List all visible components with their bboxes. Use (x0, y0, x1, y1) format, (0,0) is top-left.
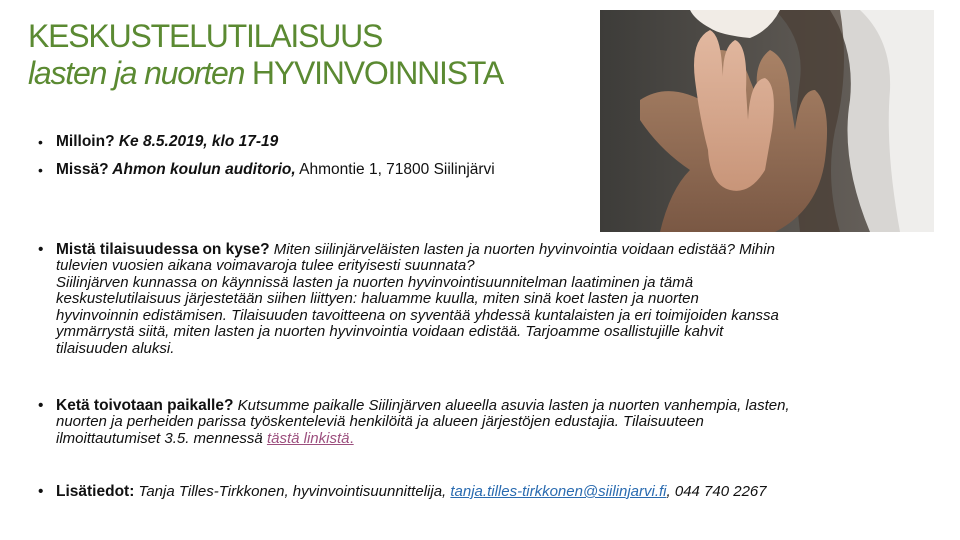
when-item (38, 132, 938, 152)
hands-photo-illustration (600, 10, 934, 232)
event-info-list (38, 132, 938, 188)
about-section (38, 241, 938, 357)
registration-link[interactable]: tästä linkistä (266, 429, 350, 447)
who-section (38, 397, 938, 447)
contact-person: Tanja Tilles-Tirkkonen, hyvinvointisuunnittelija, (134, 483, 451, 500)
title-rest-part: HYVINVOINNISTA (244, 55, 504, 91)
bullet-icon: • (38, 397, 44, 414)
about-text-4: ymmärrystä siitä, miten lasten ja nuorten hyvinvointia voidaan edistää. Tarjoamme osallistujille kahvit (56, 323, 724, 340)
who-line-1: Kutsumme paikalle Siilinjärven alueella asuvia lasten ja nuorten vanhempia, lasten, (233, 397, 790, 414)
about-body (38, 258, 938, 357)
about-text-1: Siilinjärven kunnassa on käynnissä lasten ja nuorten hyvinvointisuunnitelman laatiminen ja tämä (56, 273, 694, 291)
about-text-2: keskustelutilaisuus järjestetään siihen liittyen: haluamme kuulla, miten sinä koet lasten ja nuorten (56, 290, 699, 307)
title-line-1: KESKUSTELUTILAISUUS (28, 18, 383, 54)
contact-phone: , 044 740 2267 (666, 483, 767, 500)
who-line-2: nuorten ja perheiden parissa työskenteleviä henkilöitä ja alueen järjestöjen edustajia. Tilaisuuteen (56, 413, 704, 430)
who-line-3 (56, 431, 938, 448)
about-question-2: tulevien vuosien aikana voimavaroja tulee erityisesti suunnata? (56, 257, 475, 274)
who-body (38, 414, 938, 447)
bullet-icon: • (38, 162, 43, 178)
bullet-icon: • (38, 134, 43, 150)
more-info-label: Lisätiedot: (56, 483, 135, 500)
about-heading (38, 241, 938, 258)
who-label: Ketä toivotaan paikalle? (56, 397, 234, 414)
bullet-icon: • (38, 483, 44, 500)
title-line-2 (28, 54, 588, 92)
contact-email-link[interactable]: tanja.tilles-tirkkonen@siilinjarvi.fi (450, 483, 667, 500)
about-question-1: Miten siilinjärveläisten lasten ja nuorten hyvinvointia voidaan edistää? Mihin (269, 241, 775, 258)
page-title (28, 18, 588, 92)
when-value: Ke 8.5.2019, klo 17-19 (114, 133, 279, 150)
where-address: Ahmontie 1, 71800 Siilinjärvi (295, 161, 495, 178)
who-line-3-text: ilmoittautumiset 3.5. mennessä (56, 429, 267, 447)
where-venue: Ahmon koulun auditorio, (108, 161, 296, 178)
when-label: Milloin? (56, 133, 115, 150)
about-label: Mistä tilaisuudessa on kyse? (56, 241, 270, 258)
bullet-icon: • (38, 241, 44, 258)
hands-photo (600, 10, 934, 232)
title-italic-part: lasten ja nuorten (28, 55, 245, 91)
more-info-section (38, 483, 938, 500)
about-text-3: hyvinvoinnin edistämisen. Tilaisuuden tavoitteena on syventää yhdessä kuntalaisten ja eri toimijoiden kanssa (56, 306, 779, 324)
where-label: Missä? (56, 161, 109, 178)
registration-link-period: . (349, 429, 354, 447)
about-text-5: tilaisuuden aluksi. (56, 339, 175, 357)
where-item (38, 160, 938, 180)
more-info-line (38, 483, 938, 500)
who-heading (38, 397, 938, 414)
